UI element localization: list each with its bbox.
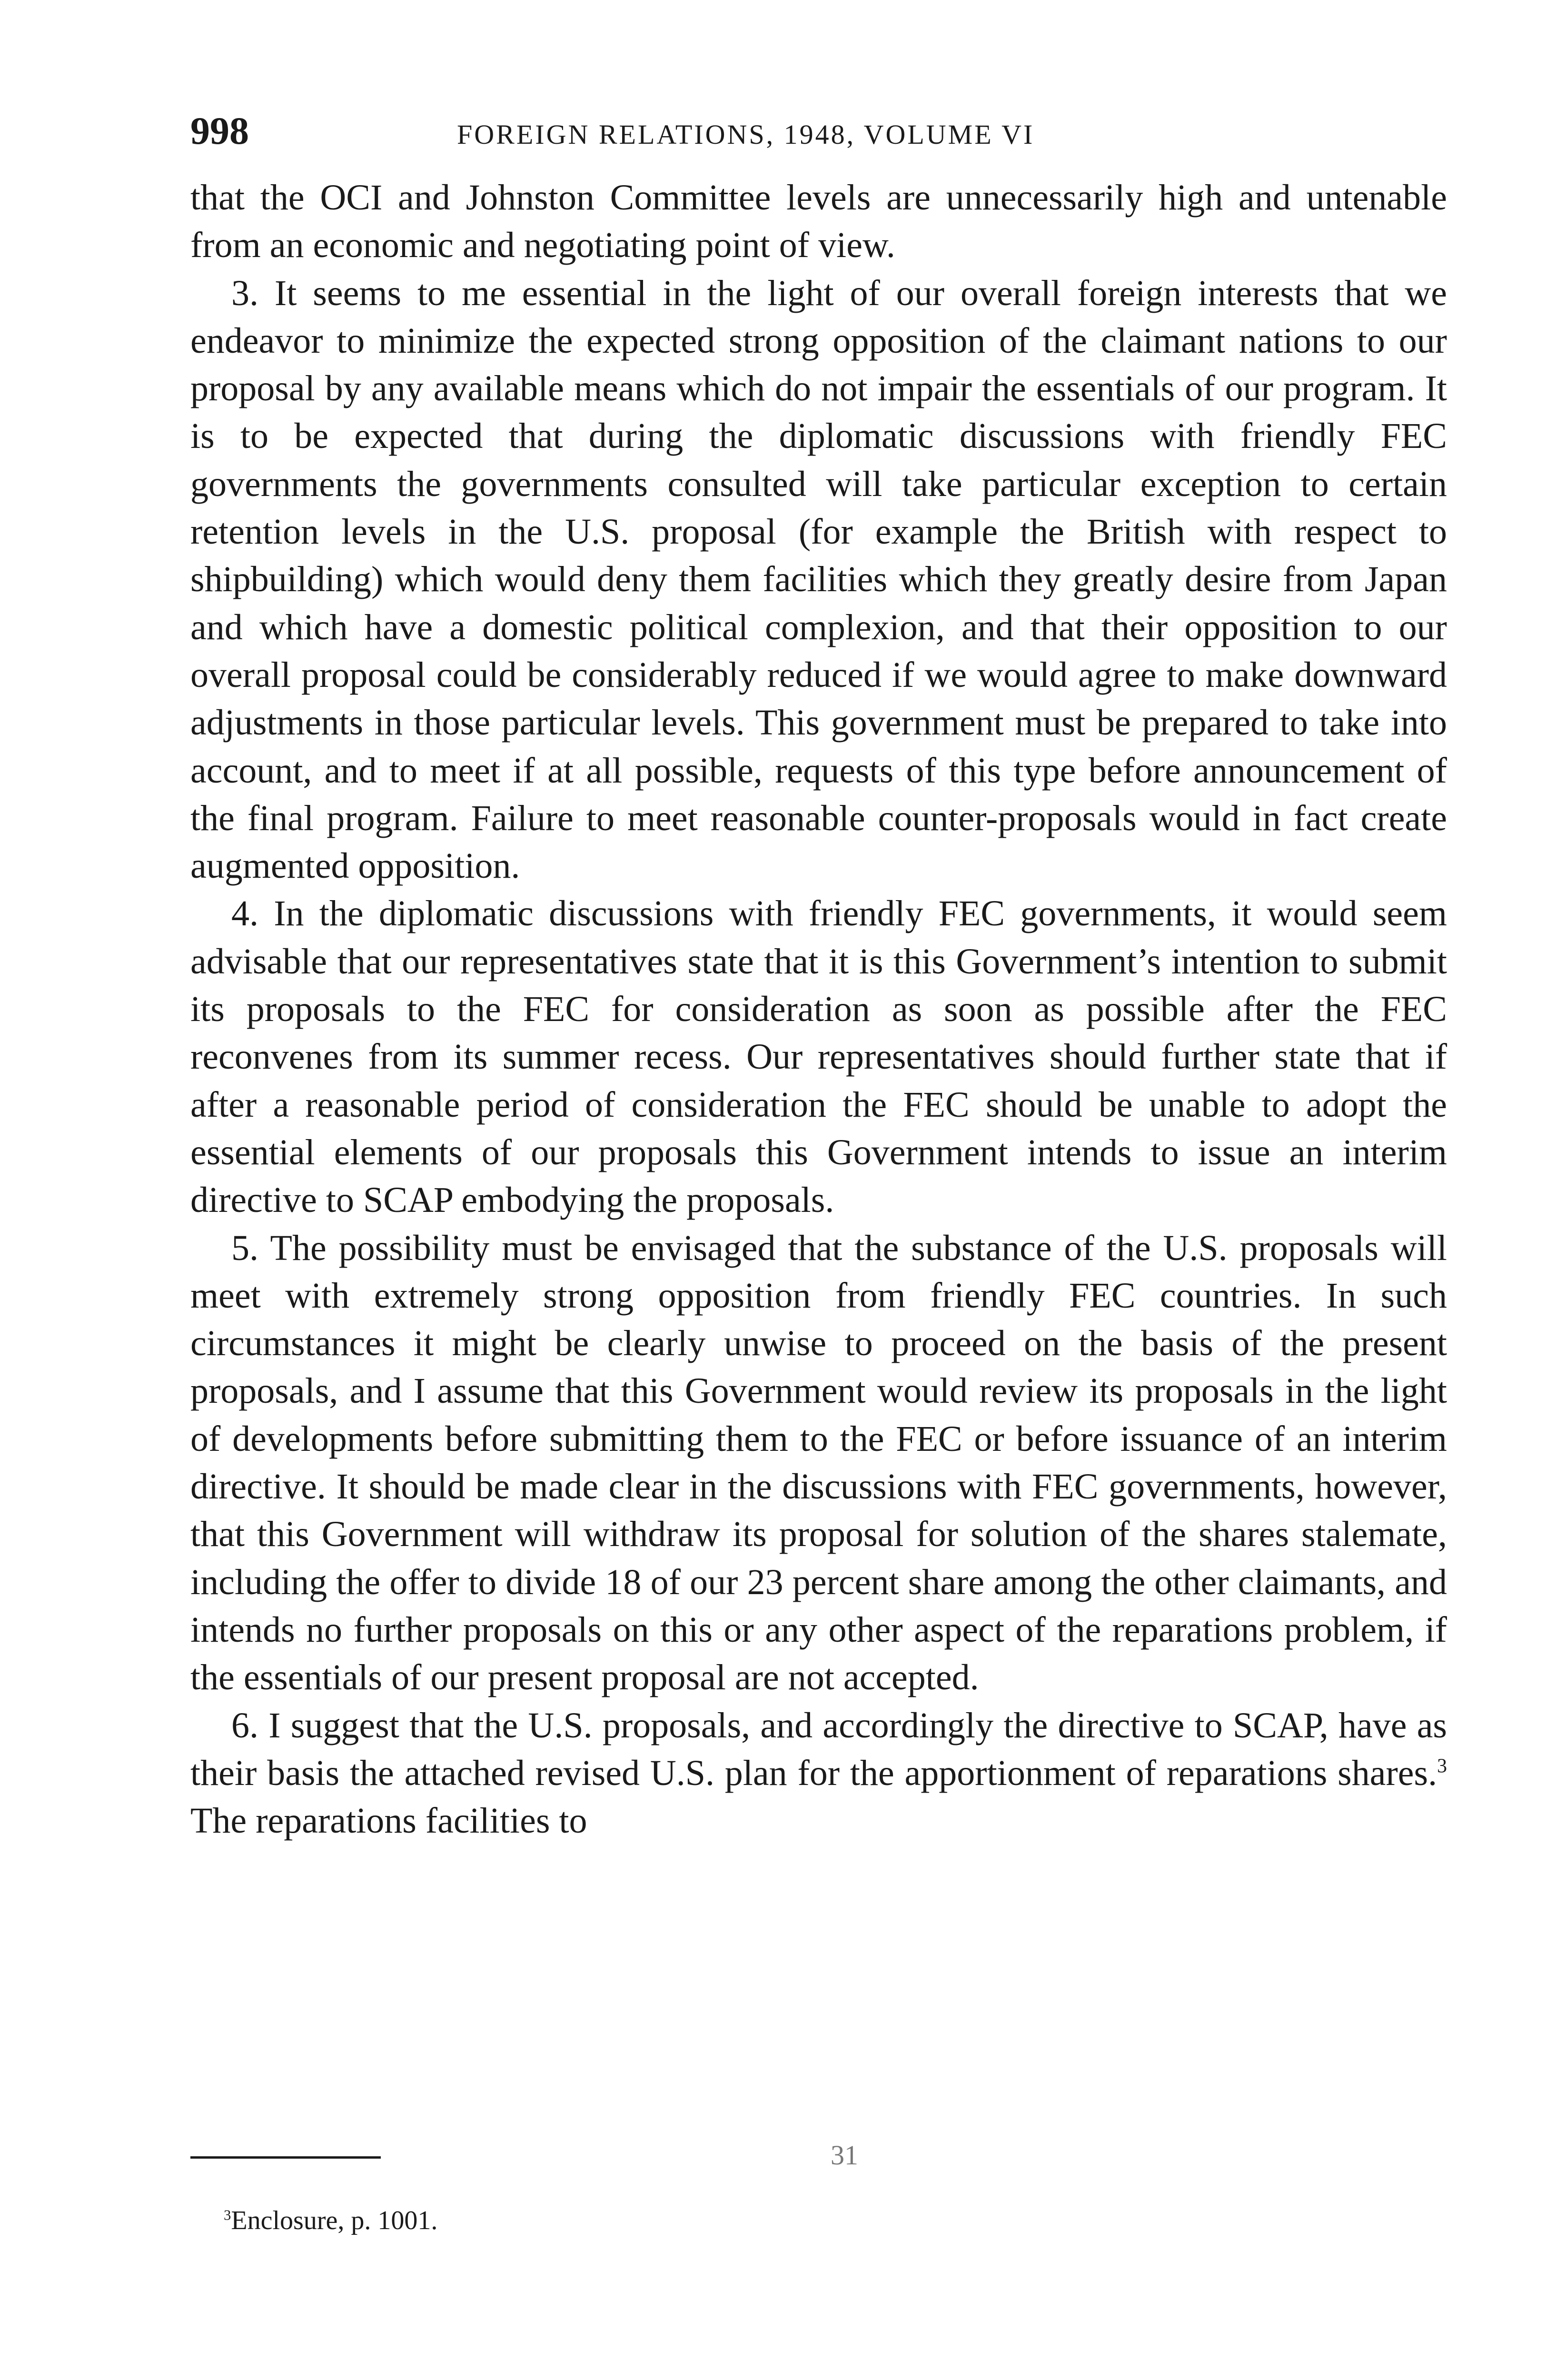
footnote-text: Enclosure, p. 1001.	[231, 2206, 438, 2235]
paragraph-3: 3. It seems to me essential in the light of our overall foreign interests that we endeavor to minimize the expected strong opposition of the claimant nations to our proposal by any available means which do not impair the essentials of our program. It is to be expected that during the diplomatic discussions with friendly FEC governments the governments consulted will take particular exception to certain retention levels in the U.S. proposal (for example the British with respect to shipbuilding) which would deny them facilities which they greatly desire from Japan and which have a domestic political complexion, and that their opposition to our overall proposal could be considerably reduced if we would agree to make downward adjustments in those particular levels. This government must be prepared to take into account, and to meet if at all possible, requests of this type before announcement of the final program. Failure to meet reasonable counter-proposals would in fact create augmented opposition.	[190, 273, 1447, 886]
footnote-marker: 3	[224, 2207, 231, 2223]
footnote-area	[190, 2140, 1447, 2237]
paragraph-6-continuation: The reparations facilities to	[190, 1801, 587, 1841]
body-text	[190, 174, 1447, 1844]
paragraph-6-text: 6. I suggest that the U.S. proposals, and accordingly the directive to SCAP, have as their basis the attached revised U.S. plan for the apportionment of reparations shares.	[190, 1705, 1447, 1793]
paragraph-4: 4. In the diplomatic discussions with friendly FEC governments, it would seem advisable that our representatives state that it is this Government’s intention to submit its proposals to the FEC for consideration as soon as possible after the FEC reconvenes from its summer recess. Our representatives should further state that if after a reasonable period of consideration the FEC should be unable to adopt the essential elements of our proposals this Government intends to issue an interim directive to SCAP embodying the proposals.	[190, 893, 1447, 1220]
paragraph-5: 5. The possibility must be envisaged that the substance of the U.S. proposals will meet with extremely strong opposition from friendly FEC countries. In such circumstances it might be clearly unwise to proceed on the basis of the present proposals, and I assume that this Government would review its proposals in the light of developments before submitting them to the FEC or before issuance of an interim directive. It should be made clear in the discussions with FEC governments, however, that this Government will withdraw its proposal for solution of the shares stalemate, including the offer to divide 18 of our 23 percent share among the other claimants, and intends no further proposals on this or any other aspect of the reparations problem, if the essentials of our present proposal are not accepted.	[190, 1228, 1447, 1698]
page-mark: 31	[831, 2140, 858, 2171]
page-header	[190, 102, 1447, 174]
document-page	[190, 102, 1447, 1844]
paragraph-continuation: that the OCI and Johnston Committee levels are unnecessarily high and untenable from an economic and negotiating point of view.	[190, 178, 1447, 266]
footnote-reference: 3	[1437, 1755, 1447, 1777]
page-number: 998	[190, 109, 249, 152]
footnote-rule	[190, 2156, 381, 2159]
running-head: FOREIGN RELATIONS, 1948, VOLUME VI	[457, 119, 1035, 150]
paragraph-6	[190, 1702, 1447, 1845]
footnote	[190, 2204, 1447, 2237]
